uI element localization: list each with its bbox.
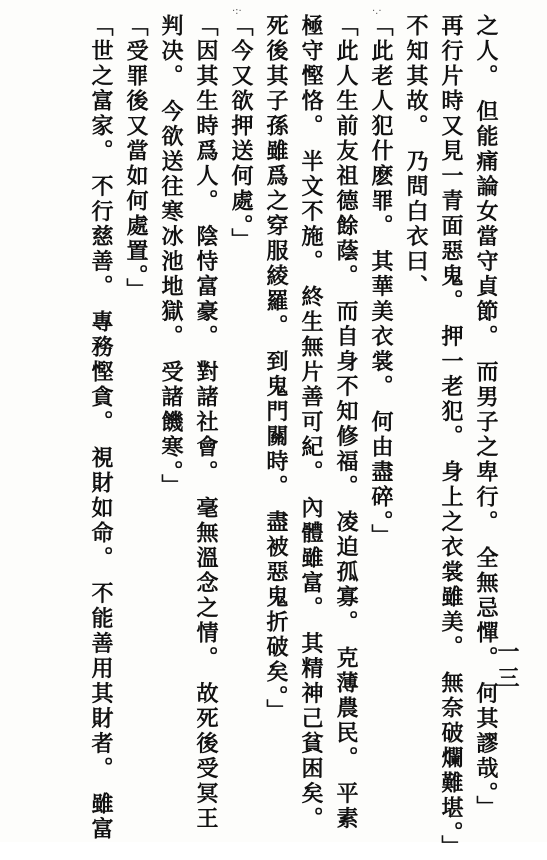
text-column: 「世之富家。 不行慈善。 專務慳貪。 視財如命。 不能善用其財者。 雖富 xyxy=(88,14,114,843)
text-column: 判决。 今欲送往寒冰池地獄。 受諸饑寒。」 xyxy=(158,14,184,500)
print-speck: ·:· xyxy=(232,6,242,17)
text-column: 「受罪後又當如何處置。」 xyxy=(123,14,149,303)
print-speck: ·.· xyxy=(372,6,382,17)
text-column: 再行片時又見一青面惡鬼。 押一老犯。 身上之衣裳雖美。 無奈破爛難堪。」 xyxy=(438,14,464,860)
text-column: 不知其故。 乃問白衣曰、 xyxy=(403,14,429,300)
text-column: 之人。 但能痛論女當守貞節。 而男子之卑行。 全無忌憚。 何其謬哉。」 xyxy=(473,14,499,821)
text-column: 「此老人犯什麽罪。 其華美衣裳。 何由盡碎。」 xyxy=(368,14,394,550)
text-column: 「此人生前友祖德餘蔭。 而自身不知修福。 凌迫孤寡。 克薄農民。 平素 xyxy=(333,14,359,832)
text-column: 「因其生時爲人。 陰恃富豪。 對諸社會。 毫無溫念之情。 故死後受冥王 xyxy=(193,14,219,832)
text-column: 死後其子孫雖爲之穿服綾羅。 到鬼門關時。 盡被惡鬼折破矣。」 xyxy=(263,14,289,725)
page-number: 一三 xyxy=(494,640,520,692)
text-column: 極守慳恪。 半文不施。 終生無片善可紀。 內體雖富。 其精神己貧困矣。 xyxy=(298,14,324,832)
vertical-text-body xyxy=(83,14,503,860)
text-column: 「今又欲押送何處。」 xyxy=(228,14,254,253)
